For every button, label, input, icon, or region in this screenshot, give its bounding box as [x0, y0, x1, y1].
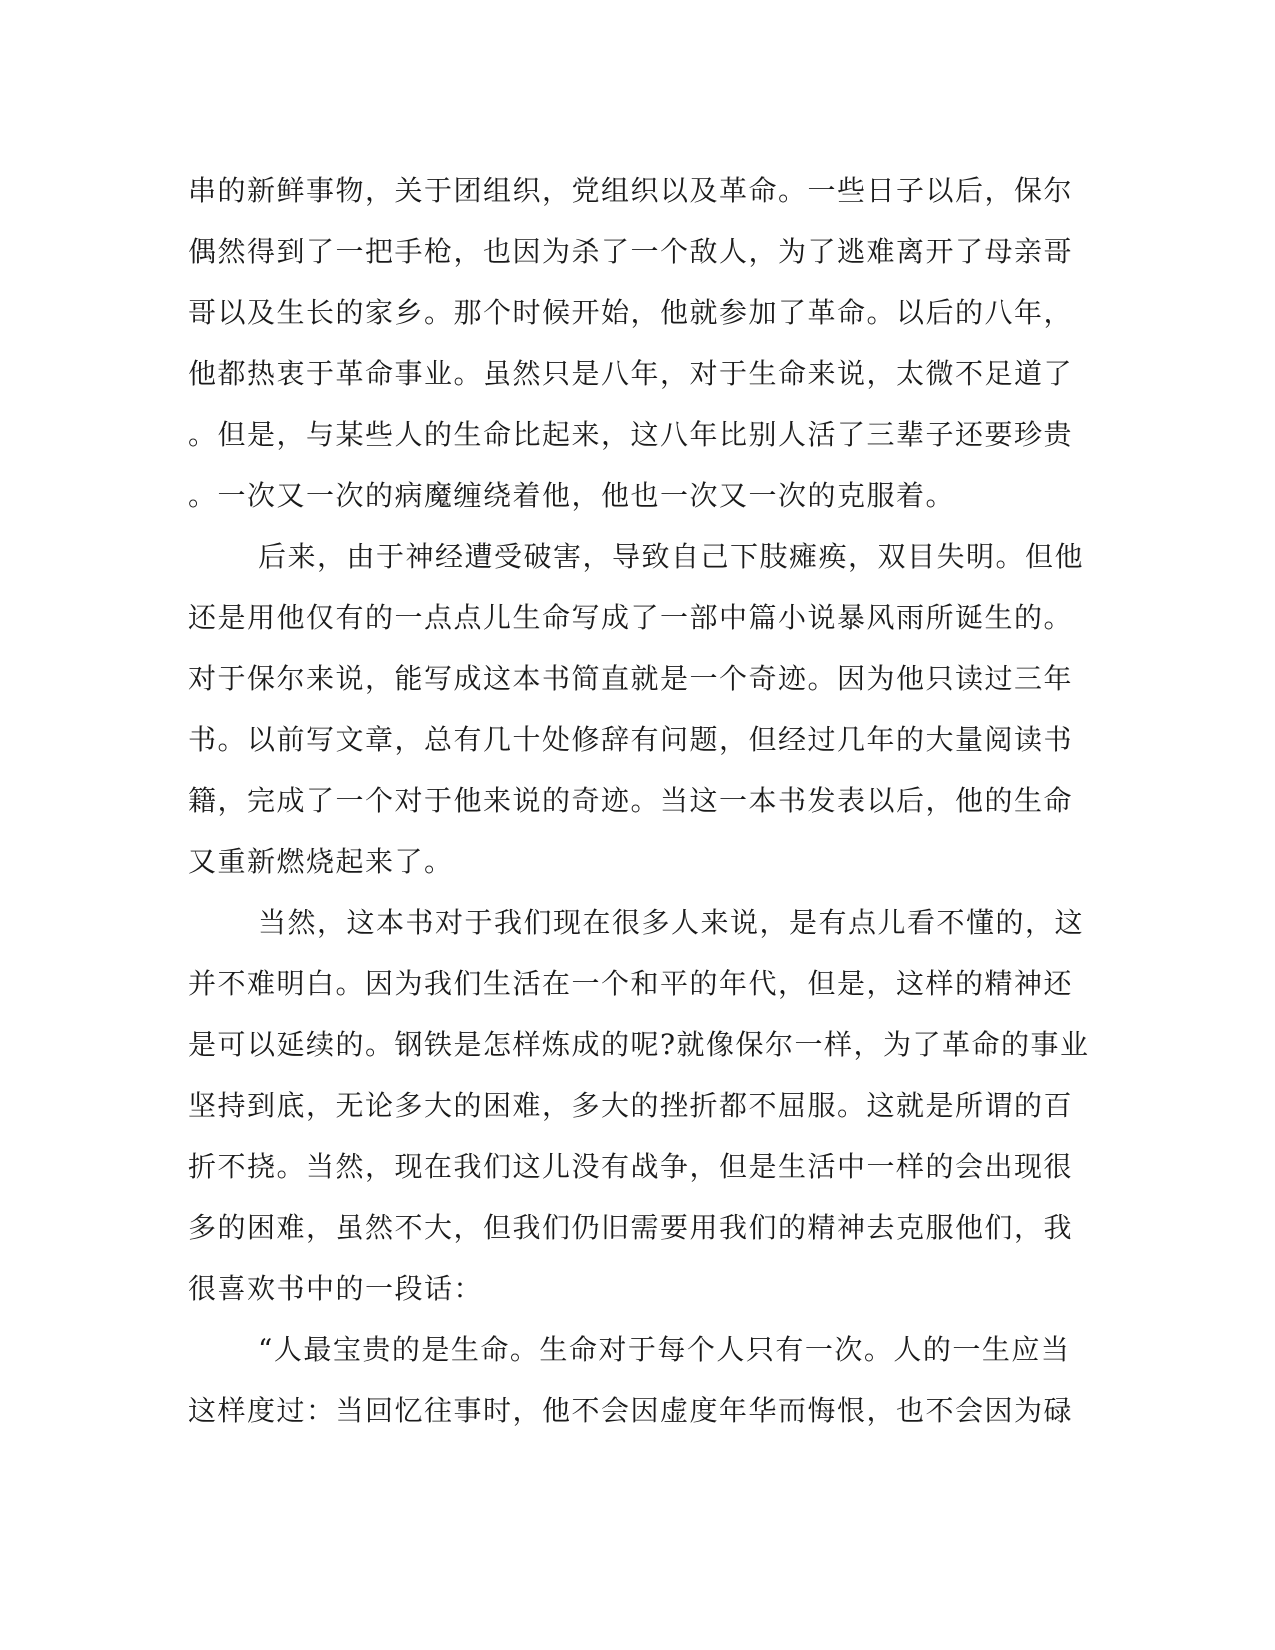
text-line: 又重新燃烧起来了。 [188, 845, 454, 878]
quote-start-line: “人最宝贵的是生命。生命对于每个人只有一次。人的一生应当 [258, 1333, 1071, 1366]
body-text [188, 160, 1090, 1441]
paragraph-start-line: 后来，由于神经遭受破害，导致自己下肢瘫痪，双目失明。但他 [258, 540, 1085, 573]
text-line: 这样度过：当回忆往事时，他不会因虚度年华而悔恨，也不会因为碌 [188, 1394, 1074, 1427]
text-line: 对于保尔来说，能写成这本书简直就是一个奇迹。因为他只读过三年 [188, 662, 1074, 695]
text-line: 。但是，与某些人的生命比起来，这八年比别人活了三辈子还要珍贵 [188, 418, 1074, 451]
text-line: 是可以延续的。钢铁是怎样炼成的呢?就像保尔一样，为了革命的事业 [188, 1028, 1090, 1061]
paragraph-start-line: 当然，这本书对于我们现在很多人来说，是有点儿看不懂的，这 [258, 906, 1085, 939]
text-line: 籍，完成了一个对于他来说的奇迹。当这一本书发表以后，他的生命 [188, 784, 1074, 817]
text-line: 他都热衷于革命事业。虽然只是八年，对于生命来说，太微不足道了 [188, 357, 1074, 390]
text-line: 书。以前写文章，总有几十处修辞有问题，但经过几年的大量阅读书 [188, 723, 1074, 756]
text-line: 。一次又一次的病魔缠绕着他，他也一次又一次的克服着。 [188, 479, 956, 512]
text-line: 多的困难，虽然不大，但我们仍旧需要用我们的精神去克服他们，我 [188, 1211, 1074, 1244]
text-line: 哥以及生长的家乡。那个时候开始，他就参加了革命。以后的八年， [188, 296, 1074, 329]
text-line: 折不挠。当然，现在我们这儿没有战争，但是生活中一样的会出现很 [188, 1150, 1074, 1183]
text-line: 坚持到底，无论多大的困难，多大的挫折都不屈服。这就是所谓的百 [188, 1089, 1074, 1122]
text-line: 很喜欢书中的一段话： [188, 1272, 484, 1305]
text-line: 还是用他仅有的一点点儿生命写成了一部中篇小说暴风雨所诞生的。 [188, 601, 1074, 634]
text-line: 并不难明白。因为我们生活在一个和平的年代，但是，这样的精神还 [188, 967, 1074, 1000]
text-line: 偶然得到了一把手枪，也因为杀了一个敌人，为了逃难离开了母亲哥 [188, 235, 1074, 268]
text-line: 串的新鲜事物，关于团组织，党组织以及革命。一些日子以后，保尔 [188, 174, 1074, 207]
